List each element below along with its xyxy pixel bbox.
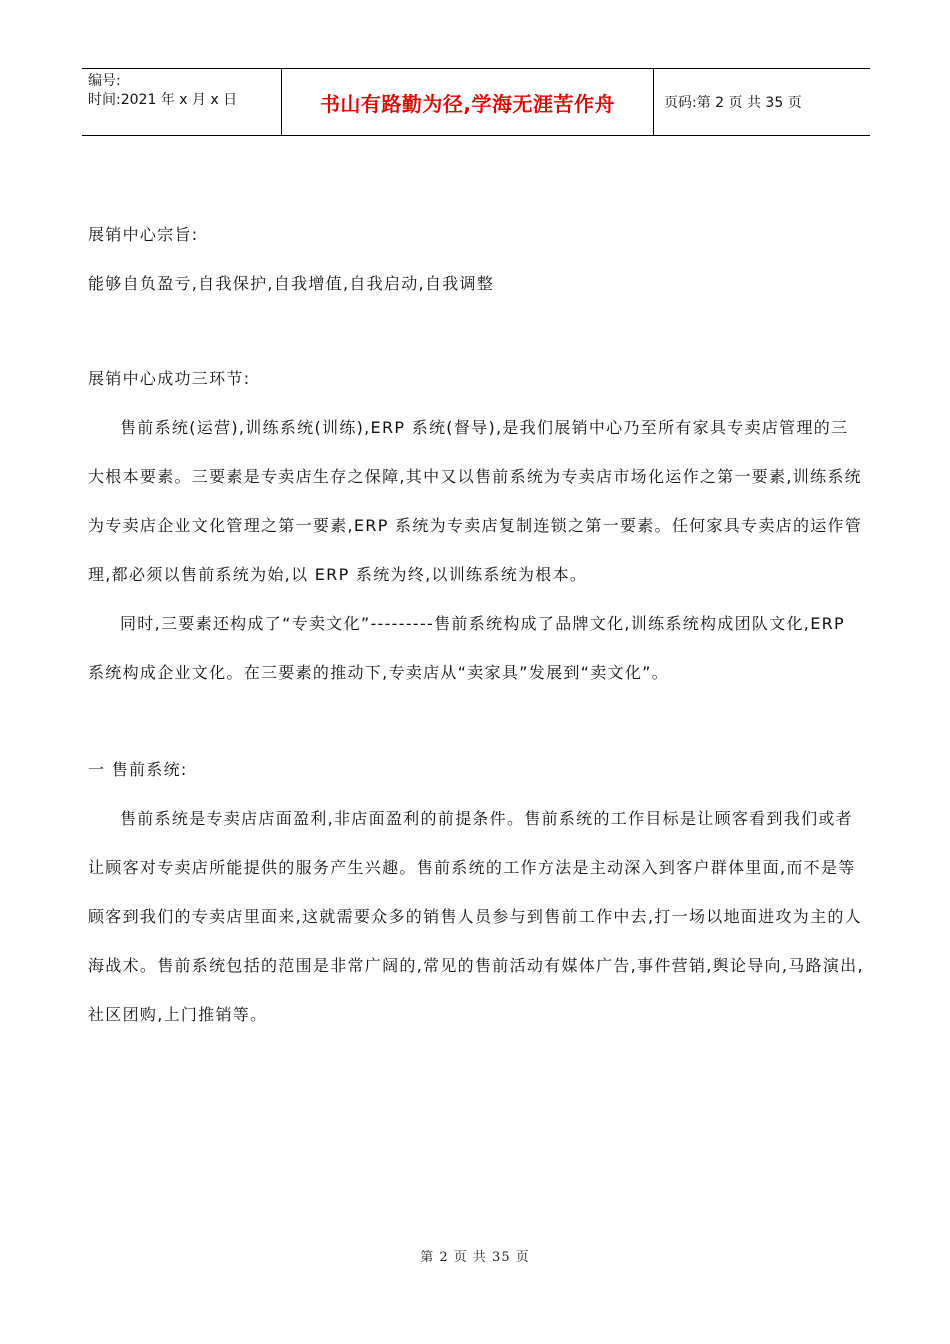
three-links-paragraph-2: 同时,三要素还构成了“专卖文化”---------售前系统构成了品牌文化,训练系统构成团队文化,ERP 系统构成企业文化。在三要素的推动下,专卖店从“卖家具”发展到“卖文化”。 <box>88 614 845 682</box>
number-label: 编号: <box>88 73 121 89</box>
section-title-purpose: 展销中心宗旨: <box>88 225 199 244</box>
section-title-three-links: 展销中心成功三环节: <box>88 369 251 388</box>
purpose-text: 能够自负盈亏,自我保护,自我增值,自我启动,自我调整 <box>88 274 495 293</box>
spacer <box>88 308 864 354</box>
three-links-paragraph-1: 售前系统(运营),训练系统(训练),ERP 系统(督导),是我们展销中心乃至所有家具专卖店管理的三大根本要素。三要素是专卖店生存之保障,其中又以售前系统为专卖店市场化运作之第一要素,训练系统为专卖店企业文化管理之第一要素,ERP 系统为专卖店复制连锁之第一要素。任何家具专卖店的运作管理,都必须以售前系统为始,以 ERP 系统为终,以训练系统为根本。 <box>88 418 863 584</box>
header-page-info: 页码:第 2 页 共 35 页 <box>664 95 802 111</box>
spacer <box>88 697 864 745</box>
header-meta <box>82 69 282 135</box>
document-body <box>88 210 864 1039</box>
date-label: 时间:2021 年 x 月 x 日 <box>88 92 238 108</box>
header-motto: 书山有路勤为径,学海无涯苦作舟 <box>282 69 654 135</box>
document-header <box>82 68 870 136</box>
section-title-presales: 一 售前系统: <box>88 760 188 779</box>
presales-paragraph: 售前系统是专卖店店面盈利,非店面盈利的前提条件。售前系统的工作目标是让顾客看到我们或者让顾客对专卖店所能提供的服务产生兴趣。售前系统的工作方法是主动深入到客户群体里面,而不是等顾客到我们的专卖店里面来,这就需要众多的销售人员参与到售前工作中去,打一场以地面进攻为主的人海战术。售前系统包括的范围是非常广阔的,常见的售前活动有媒体广告,事件营销,舆论导向,马路演出,社区团购,上门推销等。 <box>88 809 864 1024</box>
page-footer: 第 2 页 共 35 页 <box>420 1250 530 1265</box>
